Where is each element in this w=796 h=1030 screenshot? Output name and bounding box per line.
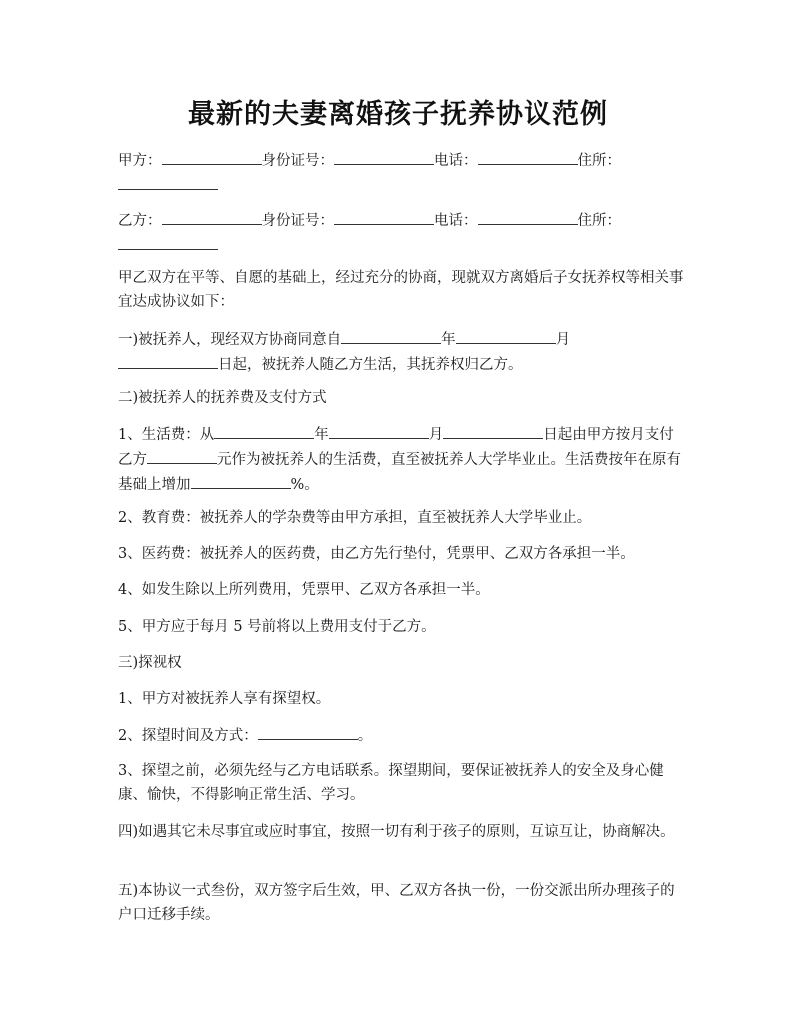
item-2-1-year-blank[interactable] [214,422,314,439]
party-b-phone-blank[interactable] [478,208,578,225]
party-a-label: 甲方： [118,153,162,169]
section-3-heading: 三)探视权 [118,655,182,671]
item-2-4-paragraph: 4、如发生除以上所列费用，凭票甲、乙双方各承担一半。 [118,582,490,598]
section-1-prefix: 一)被抚养人，现经双方协商同意自 [118,332,342,348]
item-2-1-mid2: 元作为被抚养人的生活费，直至被抚养人大学毕业止。生活费按年在原有基础上增加 [118,452,681,493]
item-3-3-paragraph: 3、探望之前，必须先经与乙方电话联系。探望期间，要保证被抚养人的安全及身心健康、愉快，不得影响正常生活、学习。 [118,763,664,803]
section-1-year-label: 年 [441,332,456,348]
intro-paragraph: 甲乙双方在平等、自愿的基础上，经过充分的协商，现就双方离婚后子女抚养权等相关事宜达成协议如下： [118,270,684,310]
item-2-1-amount-blank[interactable] [147,447,217,464]
party-b-phone-label: 电话： [434,213,478,229]
item-3-2-prefix: 2、探望时间及方式： [118,728,258,744]
section-1-paragraph [118,327,684,377]
item-2-1-month-label: 月 [428,427,444,443]
party-b-address-blank[interactable] [118,233,218,250]
section-5-paragraph: 五)本协议一式叁份，双方签字后生效，甲、乙双方各执一份，一份交派出所办理孩子的户口迁移手续。 [118,883,675,923]
party-b-name-blank[interactable] [162,208,262,225]
section-1-month-label: 月 [555,332,571,348]
item-3-2-paragraph [118,723,684,748]
party-a-name-blank[interactable] [162,148,262,165]
item-2-1-prefix: 1、生活费：从 [118,427,215,443]
party-a-phone-label: 电话： [434,153,478,169]
party-b-address-label: 住所： [577,213,621,229]
item-2-1-year-label: 年 [314,427,329,443]
item-2-1-month-blank[interactable] [329,422,429,439]
item-3-2-suffix: 。 [357,728,373,744]
item-2-1-suffix: %。 [290,477,319,493]
item-3-2-visit-blank[interactable] [258,723,358,740]
party-b-id-label: 身份证号： [261,213,334,229]
party-a-id-blank[interactable] [334,148,434,165]
party-b-label: 乙方： [118,213,162,229]
party-b-line [118,208,684,258]
section-1-month-blank[interactable] [456,327,556,344]
item-2-1-percent-blank[interactable] [191,472,291,489]
item-2-1-day-blank[interactable] [443,422,543,439]
section-1-year-blank[interactable] [341,327,441,344]
party-a-address-label: 住所： [577,153,621,169]
item-2-1-mid: 日起由甲方按月支付乙方 [118,427,674,468]
item-3-1-paragraph: 1、甲方对被抚养人享有探望权。 [118,691,331,707]
party-a-phone-blank[interactable] [478,148,578,165]
document-title: 最新的夫妻离婚孩子抚养协议范例 [188,99,608,130]
section-4-paragraph: 四)如遇其它未尽事宜或应时事宜，按照一切有利于孩子的原则，互谅互让，协商解决。 [118,824,675,840]
item-2-2-paragraph: 2、教育费：被抚养人的学杂费等由甲方承担，直至被抚养人大学毕业止。 [118,510,592,526]
item-2-5-paragraph: 5、甲方应于每月 5 号前将以上费用支付于乙方。 [118,619,436,635]
item-2-1-paragraph [118,422,684,497]
party-a-id-label: 身份证号： [261,153,334,169]
party-a-address-blank[interactable] [118,173,218,190]
section-1-day-blank[interactable] [118,352,218,369]
section-1-suffix: 日起，被抚养人随乙方生活，其抚养权归乙方。 [218,357,523,373]
party-b-id-blank[interactable] [334,208,434,225]
section-2-heading: 二)被抚养人的抚养费及支付方式 [118,390,327,406]
item-2-3-paragraph: 3、医药费：被抚养人的医药费，由乙方先行垫付，凭票甲、乙双方各承担一半。 [118,546,635,562]
party-a-line [118,148,684,198]
